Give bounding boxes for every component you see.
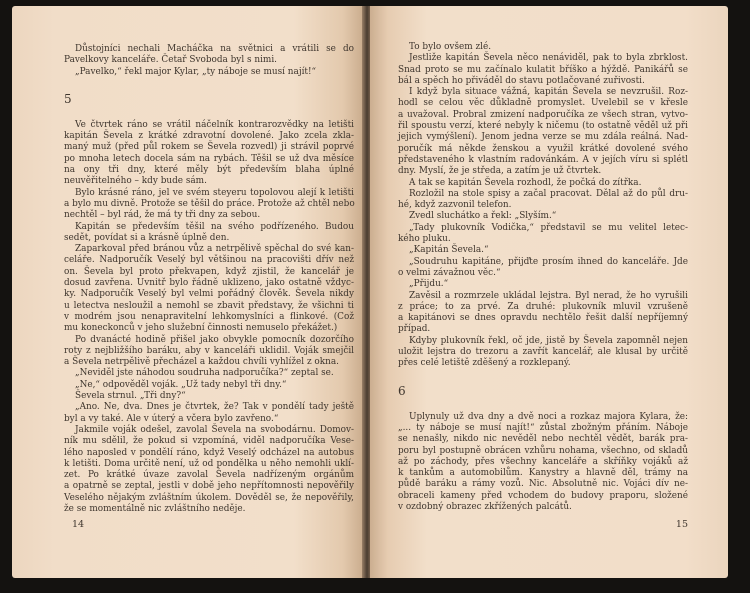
text-line: Snad proto se mu začínalo kulatit bříško a hýždě. Panikářů se xyxy=(398,64,688,75)
text-line: o velmi závažnou věc.“ xyxy=(398,267,501,278)
text-line: To bylo ovšem zlé. xyxy=(409,42,492,52)
text-line: sedět, povídat si a krásně úplně den. xyxy=(64,232,230,243)
right-body-paragraphs xyxy=(398,42,688,370)
text-line: dosud zavřena. Uvnitř bylo řádně uklizeno, jako ostatně vždyc- xyxy=(64,278,354,289)
text-line: dny. Myslí, že je středa, a zatím je už čtvrtek. xyxy=(398,166,602,177)
text-line: u letectva nesloužil a nemohl se zbavit představy, že všichni ti xyxy=(64,300,354,311)
text-line: v ozdobný obrazec zkřížených palcátů. xyxy=(398,501,572,512)
left-page-text xyxy=(64,44,354,515)
left-page xyxy=(12,6,364,578)
text-line: kapitán Ševela z krátké zdravotní dovolené. Jako zcela zkla- xyxy=(64,131,354,142)
text-line: hodl se celou věc důkladně promyslet. Uvelebil se v křesle xyxy=(398,98,688,109)
chapter-heading-6: 6 xyxy=(398,383,406,398)
text-line: celáře. Nadporučík Veselý byl většinou na pracovišti dřív než xyxy=(64,255,354,266)
text-line: případ. xyxy=(398,324,431,335)
chapter-heading-5: 5 xyxy=(64,91,72,106)
text-line: Uplynuly už dva dny a dvě noci a rozkaz majora Kylara, že: xyxy=(409,411,688,422)
right-chapter-paragraphs xyxy=(398,412,688,514)
text-line: roty z nejbližšího baráku, aby v kanceláři uklidil. Voják smejčil xyxy=(64,345,354,356)
text-line: obraceli kameny před vchodem do budovy praporu, složené xyxy=(398,490,688,501)
text-line: jejich vymýšlení). Jenom jedna verze se mu zdála reálná. Nad- xyxy=(398,132,688,143)
text-line: Po dvanácté hodině přišel jako obvykle pomocník dozorčího xyxy=(75,334,354,345)
text-line: „Pavelko,“ řekl major Kylar, „ty náboje se musí najít!“ xyxy=(75,66,317,77)
text-line: „Tady plukovník Vodička,“ představil se mu velitel letec- xyxy=(409,222,688,233)
text-line: představeného k vlastním radovánkám. A v jejích víru si splétl xyxy=(398,154,688,165)
right-page xyxy=(370,6,728,578)
text-line: k letišti. Doma určitě není, už od pondělka u něho nemohli uklí- xyxy=(64,458,354,469)
text-line: „Ne,“ odpověděl voják. „Už tady nebyl tři dny.“ xyxy=(75,379,287,390)
text-line: ník mu sdělil, že pokud si vzpomíná, viděl nadporučíka Vese- xyxy=(64,436,354,447)
text-line: Kapitán se především těšil na svého podřízeného. Budou xyxy=(75,221,354,232)
text-line: A tak se kapitán Ševela rozhodl, že počká do zítřka. xyxy=(409,177,642,188)
text-line: „... ty náboje se musí najít!“ zůstal zbožným přáním. Náboje xyxy=(398,422,688,433)
page-number-left: 14 xyxy=(72,518,85,530)
text-line: Zvedl sluchátko a řekl: „Slyším.“ xyxy=(409,211,557,222)
left-body-paragraphs xyxy=(64,120,354,515)
text-line: nechtěl – byl rád, že má ty tři dny za sebou. xyxy=(64,210,261,221)
text-line: Ve čtvrtek ráno se vrátil náčelník kontrarozvědky na letišti xyxy=(75,119,354,130)
text-line: po mnoha letech docela sám na rybách. Těšil se už dva měsíce xyxy=(64,153,354,164)
text-line: a uvažoval. Probral zmizení nadporučíka ze všech stran, vytvo- xyxy=(398,109,688,120)
text-line: a bylo mu divně. Protože se těšil do práce. Protože až chtěl nebo xyxy=(64,198,355,209)
text-line: byl a vy také. Ale v úterý a včera bylo zavřeno.“ xyxy=(64,413,279,424)
text-line: uložit lejstra do trezoru a zavřít kancelář, ale klusal by určitě xyxy=(398,347,688,358)
text-line: z práce; to za prvé. Za druhé: plukovník mluvil vzrušeně xyxy=(398,301,688,312)
text-line: zet. Po krátké úvaze zavolal Ševela nadřízeným orgánům xyxy=(64,470,354,481)
text-line: řil spoustu verzí, které nebyly k ničemu (to ostatně věděl už při xyxy=(398,121,688,132)
text-line: Jestliže kapitán Ševela něco nenáviděl, pak to byla zbrklost. xyxy=(409,53,688,64)
text-line: k tankům a automobilům. Kanystry a hlavně děl, trámy na xyxy=(398,468,688,479)
text-line: až po záchody, přes všechny kanceláře a skříňky vojáků až xyxy=(398,456,688,467)
text-line: bál a spěch ho přiváděl do stavu potlačované zuřivosti. xyxy=(398,75,645,86)
text-line: Zavěsil a rozmrzele ukládal lejstra. Byl nerad, že ho vyrušili xyxy=(409,290,688,301)
text-line: Ševela strnul. „Tři dny?“ xyxy=(75,391,186,402)
text-line: ky. Nadporučík Veselý byl velmi pořádný člověk. Ševela nikdy xyxy=(64,289,354,300)
text-line: „Ano. Ne, dva. Dnes je čtvrtek, že? Tak v pondělí tady ještě xyxy=(75,402,354,413)
text-line: on. Ševela byl proto překvapen, když zjistil, že kancelář je xyxy=(64,266,354,277)
text-line: že se momentálně nic zvláštního neděje. xyxy=(64,503,246,514)
text-line: Důstojníci nechali Macháčka na světnici a vrátili se do xyxy=(75,44,354,54)
text-line: Kdyby plukovník řekl, oč jde, jistě by Ševela zapomněl nejen xyxy=(409,335,688,346)
open-book xyxy=(12,6,728,578)
text-line: „Přijdu.“ xyxy=(409,279,449,290)
text-line: se nenašly, nikdo nic nevěděl nebo nechtěl vědět, barák pra- xyxy=(398,434,688,445)
text-line: „Kapitán Ševela.“ xyxy=(409,245,489,256)
text-line: poru byl postupně obrácen vzhůru nohama, všechno, od skladů xyxy=(398,445,688,456)
text-line: I když byla situace vážná, kapitán Ševela se nevzrušil. Roz- xyxy=(409,87,688,98)
text-line: Veselého nějakým zvláštním úkolem. Dověděl se, že nepověřily, xyxy=(64,492,354,503)
text-line: kého pluku. xyxy=(398,234,451,245)
text-line: poručík má někde ženskou a využil krátké dovolené svého xyxy=(398,143,688,154)
text-line: „Neviděl jste náhodou soudruha nadporučíka?“ zeptal se. xyxy=(75,368,334,379)
text-line: hé, když zazvonil telefon. xyxy=(398,200,512,211)
page-number-right: 15 xyxy=(675,518,688,530)
text-line: maný muž (před půl rokem se Ševela rozvedl) ji strávil poprvé xyxy=(64,142,354,153)
left-intro-paragraphs xyxy=(64,44,354,78)
text-line: Pavelkovy kanceláře. Četař Svoboda byl s nimi. xyxy=(64,55,277,66)
text-line: a opatrně se zeptal, jestli v době jeho nepřítomnosti nepověřily xyxy=(64,481,354,492)
text-line: a kapitánovi se dnes opravdu nechtělo řešit další nepříjemný xyxy=(398,313,688,324)
text-line: přes celé letiště zděšený a rozklepaný. xyxy=(398,358,571,369)
text-line: a Ševela netrpělivě přecházel a každou chvíli vyhlížel z okna. xyxy=(64,357,339,368)
text-line: Jakmile voják odešel, zavolal Ševela na svobodárnu. Domov- xyxy=(75,424,354,435)
text-line: Bylo krásné ráno, jel ve svém steyeru topolovou alejí k letišti xyxy=(75,187,354,198)
text-line: půdě baráku a rámy vozů. Nic. Absolutně nic. Vojáci dív ne- xyxy=(398,479,688,490)
text-line: neuvěřitelného – kdy bude sám. xyxy=(64,176,207,187)
right-page-text xyxy=(398,42,688,513)
text-line: Rozložil na stole spisy a začal pracovat. Dělal až do půl dru- xyxy=(409,188,688,199)
text-line: „Soudruhu kapitáne, přijďte prosím ihned do kanceláře. Jde xyxy=(409,256,688,267)
text-line: Zaparkoval před bránou vůz a netrpělivě spěchal do své kan- xyxy=(75,244,354,255)
text-line: na ony tři dny, které měly být především blaha úplné xyxy=(64,165,354,176)
text-line: mu koneckonců v jeho služební činnosti nemuselo překážet.) xyxy=(64,323,338,334)
text-line: lého naposled v pondělí ráno, když Veselý odcházel na autobus xyxy=(64,447,354,458)
text-line: v modrém jsou nenapravitelní lehkomyslníci a flinkové. (Což xyxy=(64,311,354,322)
